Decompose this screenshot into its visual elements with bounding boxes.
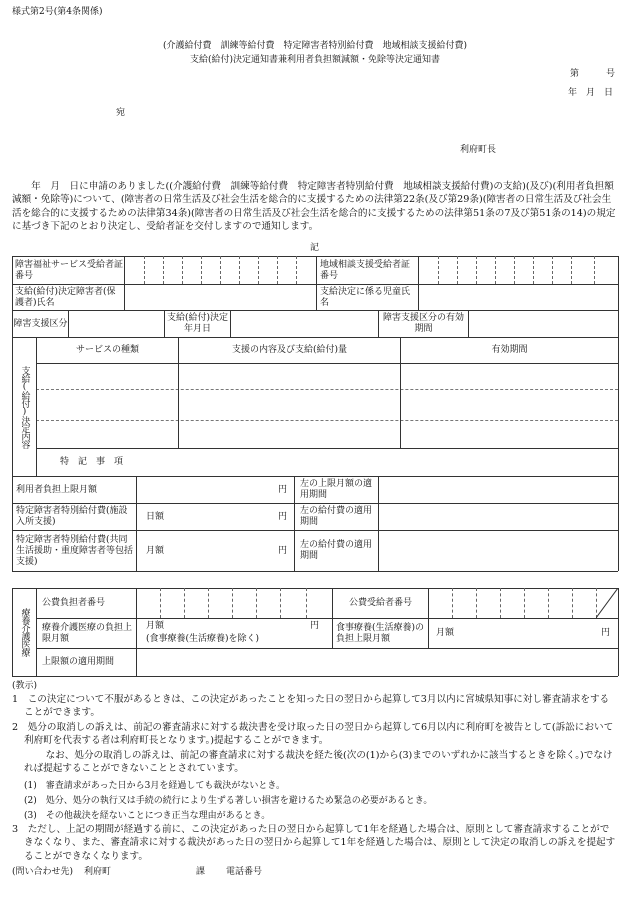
support-level-label: 障害支援区分	[13, 318, 68, 329]
meal-yen: 円	[600, 628, 610, 638]
diagonal-slash	[596, 588, 618, 618]
facility-yen: 円	[277, 511, 287, 522]
contact-town: 利府町	[84, 867, 112, 877]
medical-side-label: 療養介護医療	[19, 608, 30, 656]
col-valid-period: 有効期間	[491, 345, 528, 355]
decision-date-label: 支給(給付)決定年月日	[166, 313, 229, 334]
medical-limit-label: 療養介護医療の負担上限月額	[42, 622, 133, 644]
note-1: 1 この決定について不服があるときは、この決定があったことを知った日の翌日から起算して3月以内に宮城県知事に対し審査請求をすることができます。	[12, 694, 610, 719]
group-period-label: 左の給付費の適用期間	[300, 540, 373, 561]
document-number: 第 号	[570, 69, 616, 79]
title-line-1: (介護給付費 訓練等給付費 特定障害者特別給付費 地域相談支援給付費)	[162, 41, 468, 51]
decision-content-side-label: 支給(給付)決定内容	[19, 366, 30, 448]
contact-label: (問い合わせ先)	[12, 867, 74, 877]
note-3: 3 ただし、上記の期間が経過する前に、この決定があった日の翌日から起算して1年を経過した場合は、原則として審査請求することができなくなり、また、審査請求に対する裁決があった日の翌日から起算して1年を経過した場合は、原則として決定の取消しの訴えを提起することができなくなります。	[12, 824, 616, 862]
user-limit-label: 利用者負担上限月額	[16, 484, 98, 495]
notes-title: (教示)	[12, 681, 38, 691]
col-service-type: サービスの種類	[75, 345, 139, 355]
col-support-content: 支援の内容及び支給(給付)量	[231, 345, 348, 355]
contact-dept: 課	[196, 867, 206, 877]
meal-limit-label: 食事療養(生活療養)の負担上限月額	[336, 622, 425, 644]
user-limit-yen: 円	[277, 484, 287, 495]
service-recipient-number-label: 障害福祉サービス受給者証番号	[15, 259, 124, 281]
public-recipient-number-label: 公費受給者番号	[348, 598, 412, 608]
note-2b: なお、処分の取消しの訴えは、前記の審査請求に対する裁決を経た後(次の(1)から(3)までのいずれかに該当するときを除く。)でなければ提起することができないこととされています。	[24, 750, 613, 775]
note-sub-3: (3) その他裁決を経ないことにつき正当な理由があるとき。	[24, 811, 271, 821]
medical-excl-note: (食事療養(生活療養)を除く)	[146, 634, 260, 644]
facility-period-label: 左の給付費の適用期間	[300, 506, 373, 527]
note-sub-2: (2) 処分、処分の執行又は手続の続行により生ずる著しい損害を避けるため緊急の必要があるとき。	[24, 796, 433, 806]
sender-name: 利府町長	[460, 145, 497, 155]
title-line-2: 支給(給付)決定通知書兼利用者負担額減額・免除等決定通知書	[189, 55, 441, 65]
apply-period-label: 上限額の適用期間	[42, 657, 115, 667]
group-yen: 円	[277, 545, 287, 556]
medical-yen: 円	[310, 621, 320, 631]
form-number: 様式第2号(第4条関係)	[12, 7, 103, 17]
addressee-suffix: 宛	[116, 108, 126, 118]
issue-date: 年 月 日	[568, 88, 614, 98]
medical-monthly-label: 月額	[146, 621, 165, 631]
meal-monthly-label: 月額	[436, 628, 455, 638]
limit-period-label: 左の上限月額の適用期間	[300, 479, 373, 500]
payer-number-label: 公費負担者番号	[42, 598, 106, 608]
special-group-label: 特定障害者特別給付費(共同生活援助・重度障害者等包括支援)	[16, 534, 134, 567]
ki-heading: 記	[310, 243, 320, 253]
note-sub-1: (1) 審査請求があった日から3月を経過しても裁決がないとき。	[24, 781, 286, 791]
special-facility-label: 特定障害者特別給付費(施設入所支援)	[16, 506, 128, 527]
note-2: 2 処分の取消しの訴えは、前記の審査請求に対する裁決書を受け取った日の翌日から起算して6月以内に利府町を被告として(訴訟において利府町を代表する者は利府町長となります。)提起することができます。	[12, 722, 614, 747]
recipient-name-label: 支給(給付)決定障害者(保護者)氏名	[15, 286, 116, 308]
level-validity-label: 障害支援区分の有効期間	[382, 313, 464, 334]
consult-recipient-number-label: 地域相談支援受給者証番号	[320, 259, 411, 281]
facility-daily-label: 日額	[146, 511, 165, 522]
group-monthly-label: 月額	[146, 545, 165, 556]
child-name-label: 支給決定に係る児童氏名	[320, 286, 411, 308]
remarks-label: 特 記 事 項	[60, 457, 124, 467]
intro-paragraph: 年 月 日に申請のありました((介護給付費 訓練等給付費 特定障害者特別給付費 地域相談支援給付費)の支給)(及び)(利用者負担額減額・免除等)について、(障害者の日常生活及び社会生活を総合的に支援するための法律第22条(及び第29条)(障害者の日常生活及び社会生活を総合的に支援するための法律第34条)(障害者の日常生活及び社会生活を総合的に支援するための法律第51条の7及び第51条の14)の規定に基づき下記のとおり決定し、受給者証を交付しますので通知します。	[12, 181, 616, 233]
contact-phone: 電話番号	[226, 867, 263, 877]
